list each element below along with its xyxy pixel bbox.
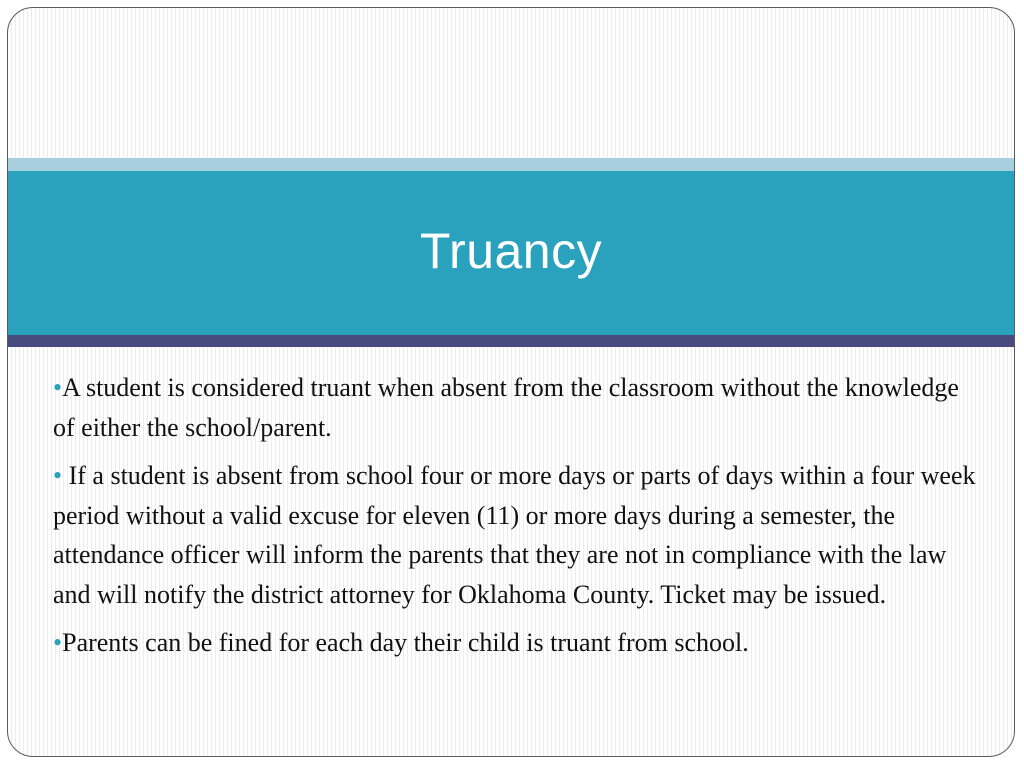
top-accent-stripe — [8, 158, 1014, 171]
slide-body — [53, 368, 983, 672]
bullet-item — [53, 456, 983, 614]
bullet-item — [53, 368, 983, 447]
bottom-accent-stripe — [8, 335, 1014, 347]
slide-title: Truancy — [419, 223, 603, 279]
title-band — [8, 171, 1014, 335]
slide — [7, 7, 1015, 757]
bullet-text: If a student is absent from school four or more days or parts of days within a four week period without a valid excuse for eleven (11) or more days during a semester, the attendance officer will inform the parents that they are not in compliance with the law and will notify the district attorney for Oklahoma County. Ticket may be issued. — [53, 461, 976, 609]
bullet-icon: • — [53, 628, 63, 657]
bullet-icon: • — [53, 461, 63, 490]
bullet-icon: • — [53, 373, 63, 402]
bullet-text: Parents can be fined for each day their child is truant from school. — [62, 628, 749, 657]
bullet-text: A student is considered truant when absent from the classroom without the knowledge of either the school/parent. — [53, 373, 959, 442]
bullet-item — [53, 623, 983, 663]
